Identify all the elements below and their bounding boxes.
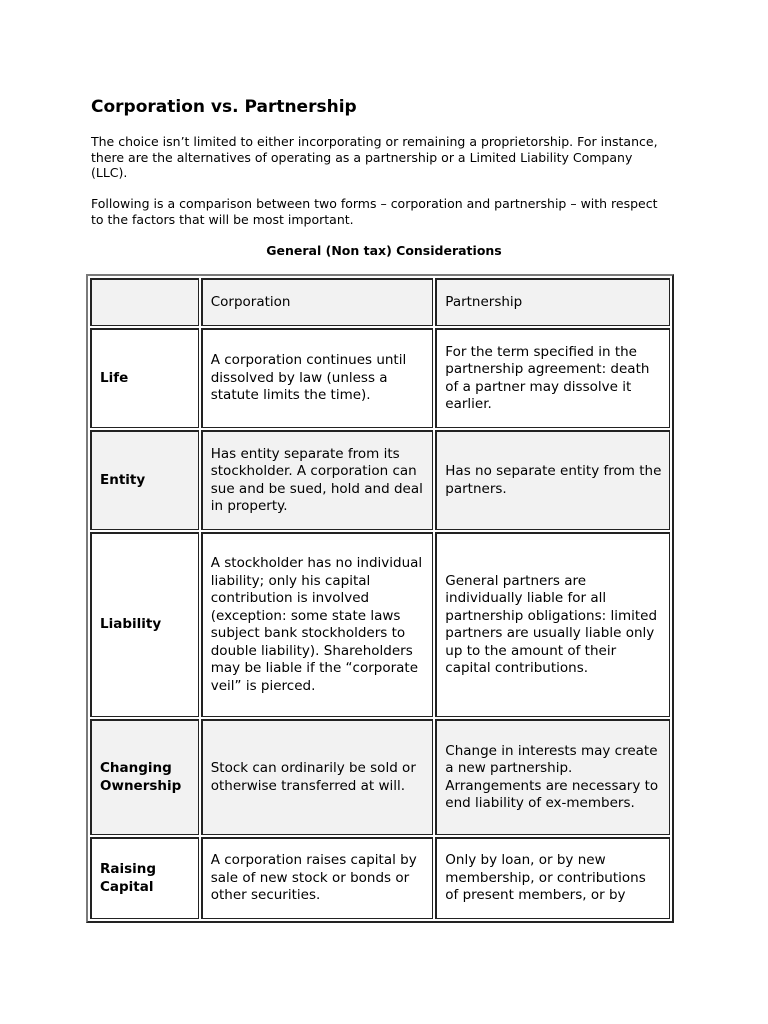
row-label: Liability — [90, 532, 199, 717]
table-header-row — [90, 278, 670, 326]
comparison-paragraph: Following is a comparison between two forms – corporation and partnership – with respect to the factors that will be most important. — [91, 196, 658, 227]
header-cell-corporation: Corporation — [201, 278, 434, 326]
row-label: Raising Capital — [90, 837, 199, 919]
corporation-cell: A stockholder has no individual liability; only his capital contribution is involved (exception: some state laws subject bank stockholders to double liability). Shareholders may be liable if the “corporate veil” is pierced. — [201, 532, 434, 717]
partnership-cell: Only by loan, or by new membership, or contributions of present members, or by — [435, 837, 670, 919]
corporation-cell: A corporation continues until dissolved by law (unless a statute limits the time). — [201, 328, 434, 428]
partnership-cell: Change in interests may create a new partnership. Arrangements are necessary to end liability of ex-members. — [435, 719, 670, 835]
intro-paragraph: The choice isn’t limited to either incorporating or remaining a proprietorship. For instance, there are the alternatives of operating as a partnership or a Limited Liability Company (LLC). — [91, 134, 658, 181]
partnership-cell: Has no separate entity from the partners. — [435, 430, 670, 530]
table-row — [90, 430, 670, 530]
comparison-table — [86, 274, 674, 923]
table-row — [90, 328, 670, 428]
header-cell-partnership: Partnership — [435, 278, 670, 326]
corporation-cell: Stock can ordinarily be sold or otherwise transferred at will. — [201, 719, 434, 835]
table-row — [90, 719, 670, 835]
table-caption: General (Non tax) Considerations — [266, 243, 502, 258]
header-cell-empty — [90, 278, 199, 326]
corporation-cell: Has entity separate from its stockholder. A corporation can sue and be sued, hold and deal in property. — [201, 430, 434, 530]
table-row — [90, 532, 670, 717]
partnership-cell: General partners are individually liable for all partnership obligations: limited partners are usually liable only up to the amount of their capital contributions. — [435, 532, 670, 717]
table-row — [90, 837, 670, 919]
row-label: Life — [90, 328, 199, 428]
row-label: Entity — [90, 430, 199, 530]
page-title: Corporation vs. Partnership — [91, 97, 357, 117]
partnership-cell: For the term specified in the partnership agreement: death of a partner may dissolve it earlier. — [435, 328, 670, 428]
row-label: Changing Ownership — [90, 719, 199, 835]
corporation-cell: A corporation raises capital by sale of new stock or bonds or other securities. — [201, 837, 434, 919]
